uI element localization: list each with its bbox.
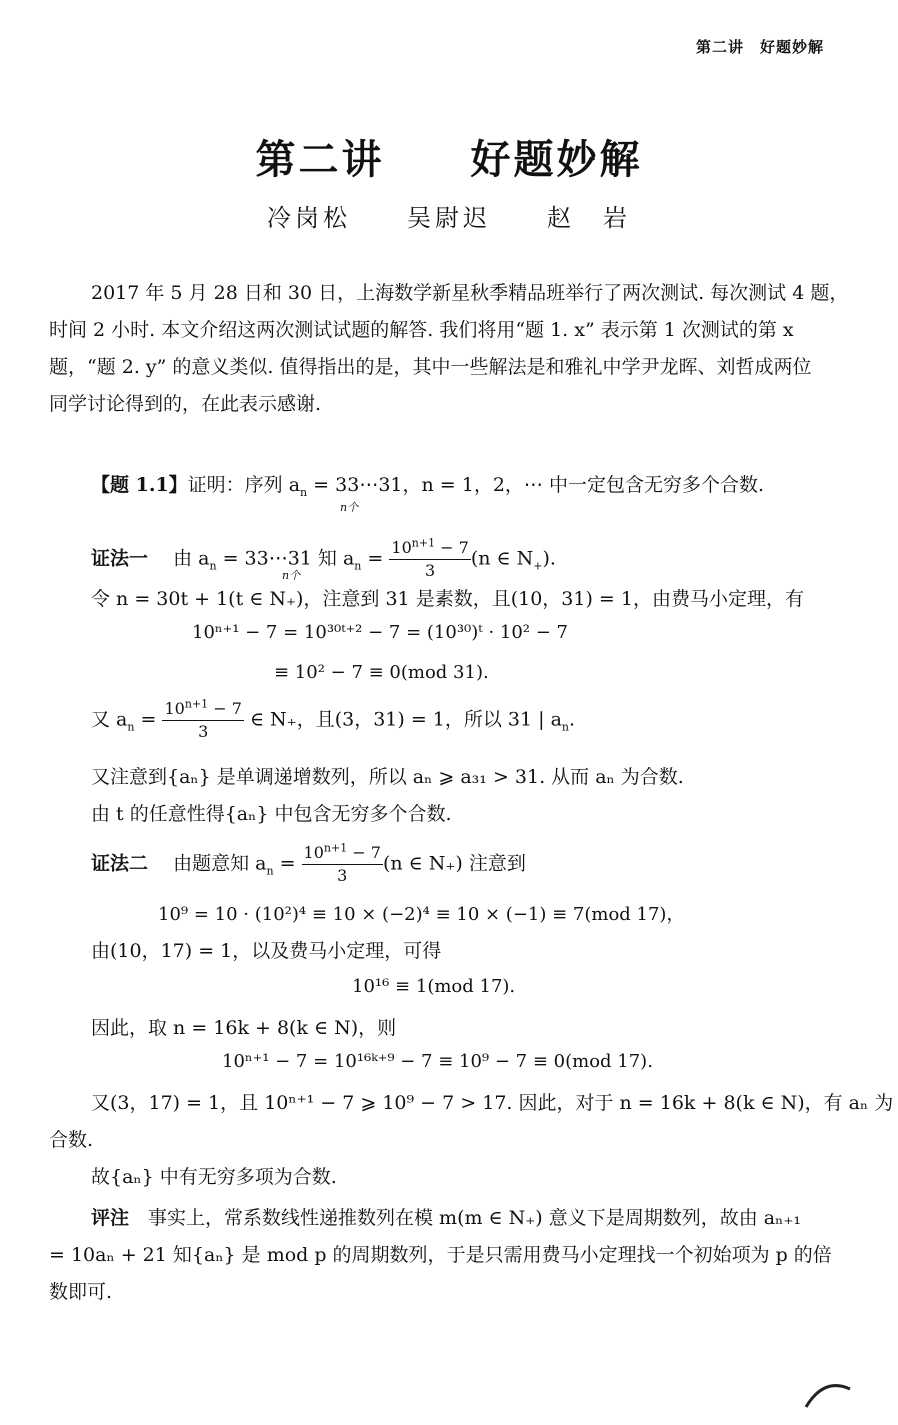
proof1-label: 证法一 xyxy=(91,547,149,570)
proof1-line-4: 又注意到{aₙ} 是单调递增数列，所以 aₙ ⩾ a₃₁ > 31. 从而 aₙ 为合数. xyxy=(91,766,684,788)
proof2-line-1: 证法二 由题意知 $a_n$ = $\frac{10^{n+1} - 7}{3}$ (n ∈ N₊) 注意到 xyxy=(91,841,526,885)
proof2-equation-2: 10¹⁶ ≡ 1(mod 17). xyxy=(352,976,516,997)
intro-line-2: 时间 2 小时. 本文介绍这两次测试试题的解答. 我们将用“题 1. x” 表示第 1 次测试的第 x xyxy=(49,319,794,341)
authors: 冷岗松 吴尉迟 赵 岩 xyxy=(267,204,631,232)
proof1-fraction: $\frac{10^{n+1} - 7}{3}$ xyxy=(391,536,469,580)
proof1-text-d: (n ∈ N xyxy=(470,547,534,570)
problem-brace-label: n个 xyxy=(340,501,359,514)
proof2-label: 证法二 xyxy=(91,852,149,875)
page-title: 第二讲 好题妙解 xyxy=(255,136,643,183)
running-header: 第二讲 好题妙解 xyxy=(695,38,824,56)
page-curl-icon xyxy=(798,1373,858,1413)
proof1-text-a: 由 a xyxy=(173,547,210,570)
proof2-fraction: $\frac{10^{n+1} - 7}{3}$ xyxy=(303,841,381,885)
intro-line-3: 题，“题 2. y” 的意义类似. 值得指出的是，其中一些解法是和雅礼中学尹龙晖、刘哲成两位 xyxy=(49,356,812,378)
intro-line-4: 同学讨论得到的，在此表示感谢. xyxy=(49,393,322,415)
proof1-text-e: ). xyxy=(542,547,556,570)
proof1-line-5: 由 t 的任意性得{aₙ} 中包含无穷多个合数. xyxy=(91,803,452,825)
proof2-line-3: 因此，取 n = 16k + 8(k ∈ N)，则 xyxy=(91,1017,397,1039)
proof2-equation-3: 10ⁿ⁺¹ − 7 = 10¹⁶ᵏ⁺⁹ − 7 ≡ 10⁹ − 7 ≡ 0(mod 17). xyxy=(222,1051,653,1072)
proof1-line-2: 令 n = 30t + 1(t ∈ N₊)，注意到 31 是素数，且(10，31) = 1，由费马小定理，有 xyxy=(91,588,804,610)
problem-text-a: 证明：序列 a xyxy=(187,474,301,496)
proof2-line-5: 合数. xyxy=(49,1129,94,1151)
proof1-equation-2: ≡ 10² − 7 ≡ 0(mod 31). xyxy=(274,662,489,683)
proof2-line-2: 由(10，17) = 1，以及费马小定理，可得 xyxy=(91,940,442,962)
remark-line-3: 数即可. xyxy=(49,1281,113,1303)
remark-line-1: 评注 事实上，常系数线性递推数列在模 m(m ∈ N₊) 意义下是周期数列，故由 aₙ₊₁ xyxy=(91,1207,801,1229)
proof1-brace-label: n个 xyxy=(282,569,301,582)
problem-statement: 【题 1.1】证明：序列 $a_n$ = 33⋯31，n = 1，2，⋯ 中一定包含无穷多个合数. xyxy=(91,474,764,499)
proof2-equation-1: 10⁹ = 10 · (10²)⁴ ≡ 10 × (−2)⁴ ≡ 10 × (−1) ≡ 7(mod 17)， xyxy=(158,904,685,925)
proof1-line-1: 证法一 由 $a_n$ = 33⋯31 知 $a_n$ = $\frac{10^{n+1} - 7}{3}$ (n ∈ $N_+$). xyxy=(91,536,556,580)
remark-line-2: = 10aₙ + 21 知{aₙ} 是 mod p 的周期数列，于是只需用费马小定理找一个初始项为 p 的倍 xyxy=(49,1244,832,1266)
problem-text-b: = 33⋯31，n = 1，2，⋯ 中一定包含无穷多个合数. xyxy=(307,474,764,496)
proof2-line-6: 故{aₙ} 中有无穷多项为合数. xyxy=(91,1166,337,1188)
proof1-fraction-2: $\frac{10^{n+1} - 7}{3}$ xyxy=(164,697,242,741)
proof2-line-4: 又(3，17) = 1，且 10ⁿ⁺¹ − 7 ⩾ 10⁹ − 7 > 17. 因此，对于 n = 16k + 8(k ∈ N)，有 aₙ 为 xyxy=(91,1092,894,1114)
proof1-text-b: = 33⋯31 知 a xyxy=(216,547,355,570)
problem-label: 【题 1.1】 xyxy=(91,474,188,496)
proof1-line-3: 又 $a_n$ = $\frac{10^{n+1} - 7}{3}$ ∈ N₊，且(3，31) = 1，所以 31 | $a_n$. xyxy=(91,697,576,741)
intro-line-1: 2017 年 5 月 28 日和 30 日，上海数学新星秋季精品班举行了两次测试. 每次测试 4 题， xyxy=(91,282,849,304)
proof1-equation-1: 10ⁿ⁺¹ − 7 = 10³⁰ᵗ⁺² − 7 = (10³⁰)ᵗ · 10² − 7 xyxy=(192,622,568,643)
remark-label: 评注 xyxy=(91,1207,130,1229)
proof1-text-c: = xyxy=(361,547,384,570)
